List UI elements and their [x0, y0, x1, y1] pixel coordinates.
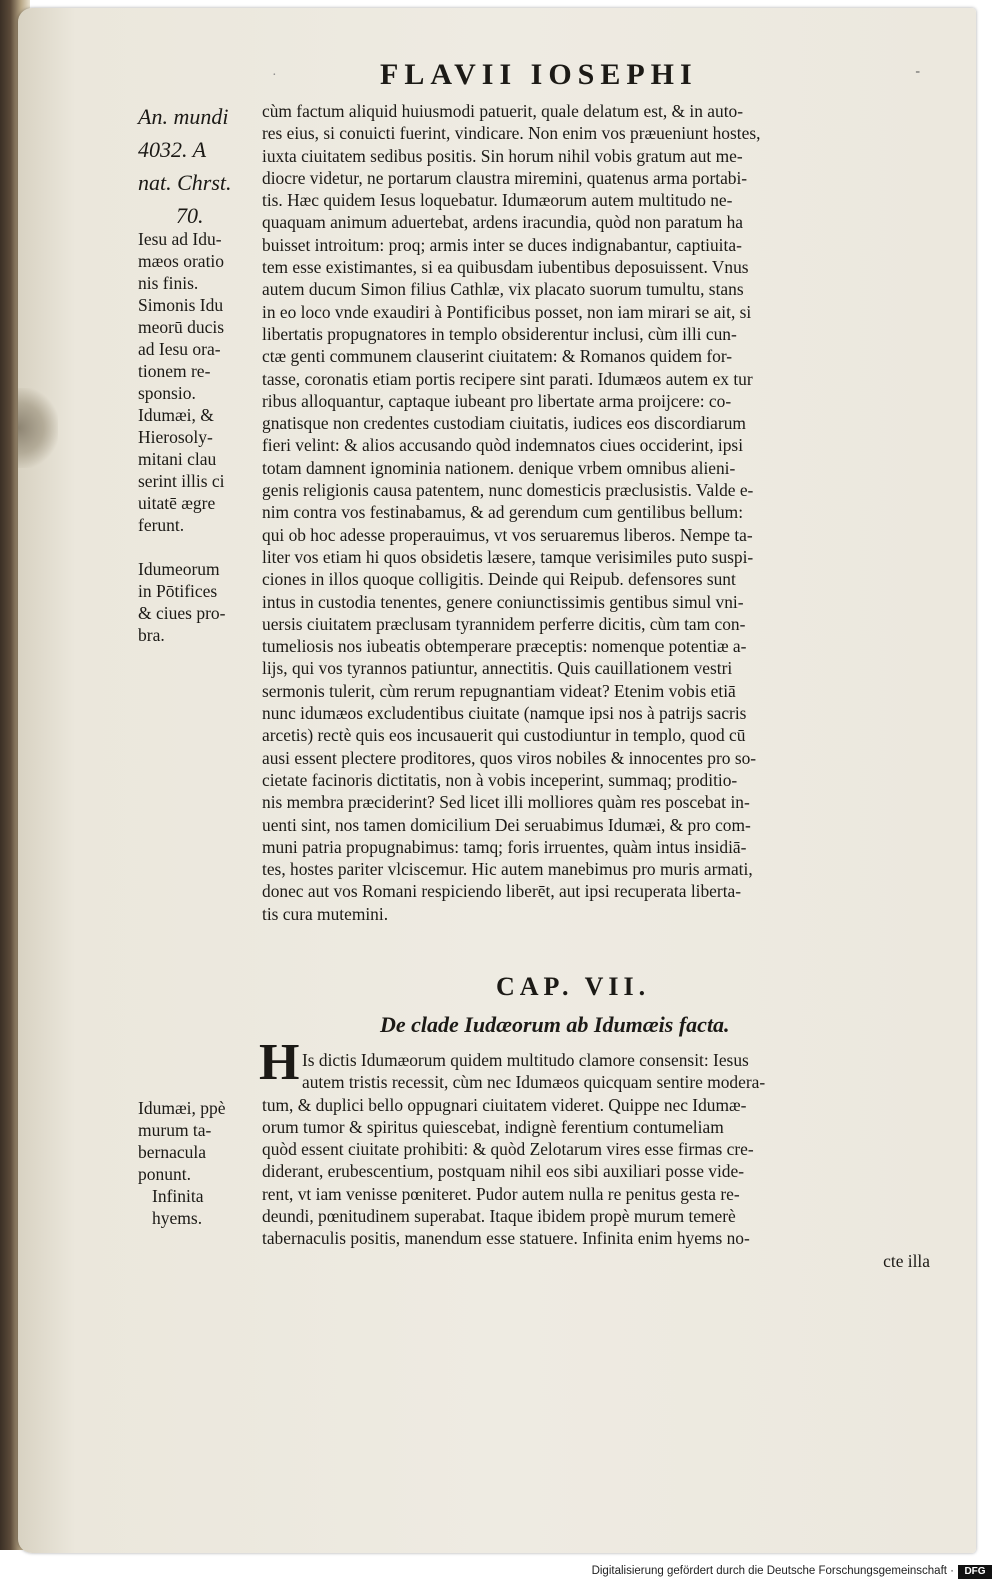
- text-line: uenti sint, nos tamen domicilium Dei seruabimus Idumæi, & pro com-: [262, 814, 751, 835]
- margin-line: ponunt.: [138, 1164, 191, 1184]
- text-line: uersis ciuitatem præclusam tyrannidem perferre dicitis, cùm tam con-: [262, 613, 746, 634]
- text-line: ausi essent plectere proditores, quos viros nobiles & innocentes pro so-: [262, 747, 757, 768]
- text-line: orum tumor & spiritus quiescebat, indignè ferentium contumeliam: [262, 1116, 724, 1137]
- text-line: tis. Hæc quidem Iesus loquebatur. Idumæorum autem multitudo ne-: [262, 190, 733, 211]
- text-line: totam damnent ignominia nationem. denique vrbem omnibus alieni-: [262, 457, 736, 478]
- text-line: muni patria propugnabimus: tamq; foris irruentes, quàm intus insidiā-: [262, 836, 747, 857]
- margin-line: Simonis Idu: [138, 295, 224, 315]
- page-header: [260, 58, 920, 98]
- margin-line: ferunt.: [138, 515, 185, 535]
- ornament-mark: ·: [272, 68, 277, 83]
- text-line: cietate facinoris dictitatis, non à vobis inceperint, summaq; proditio-: [262, 769, 738, 790]
- margin-line: hyems.: [152, 1208, 203, 1228]
- text-line: autem ducum Simon filius Cathlæ, vix placato suorum tumultu, stans: [262, 279, 744, 300]
- margin-line: uitatē ægre: [138, 493, 216, 513]
- margin-line: mæos oratio: [138, 251, 225, 271]
- margin-line: mitani clau: [138, 449, 217, 469]
- text-line: genis religionis causa patentem, nunc domesticis præclusistis. Valde e-: [262, 480, 754, 501]
- chapter-title: CAP. VII.: [496, 972, 651, 1001]
- text-line: donec aut vos Romani respiciendo liberēt, aut ipsi recuperata liberta-: [262, 881, 742, 902]
- text-line: ctæ genti communem clauserint ciuitatem: & Romanos quidem for-: [262, 346, 733, 367]
- margin-line: ad Iesu ora-: [138, 339, 221, 359]
- margin-line: murum ta-: [138, 1120, 212, 1140]
- text-line: nis membra præciderint? Sed licet illi molliores quàm res poscebat in-: [262, 792, 750, 813]
- text-line: nim contra vos festinabamus, & ad gerendum cum gentilibus bellum:: [262, 502, 744, 523]
- text-line: intus in custodia tenentes, genere coniunctissimis gentibus simul vni-: [262, 591, 744, 612]
- margin-line: Idumæi, ppè: [138, 1098, 226, 1118]
- margin-line: in Pōtifices: [138, 581, 218, 601]
- text-line: buisset introitum: proq; armis inter se duces indignabantur, captiuita-: [262, 234, 742, 255]
- text-line: rent, vt iam venisse pœniteret. Pudor autem nulla re penitus gesta re-: [262, 1183, 740, 1204]
- margin-line: nat. Chrst.: [138, 170, 232, 195]
- digitization-footer: [0, 1562, 1000, 1584]
- running-head: FLAVII IOSEPHI: [380, 58, 698, 91]
- margin-line: sponsio.: [138, 383, 196, 403]
- margin-line: 4032. A: [138, 137, 207, 162]
- text-line: sermonis tulerit, cùm rerum repugnantiam videat? Etenim vobis etiā: [262, 680, 736, 701]
- text-line: nunc idumæos excludentibus ciuitate (namque ipsi nos à patrijs sacris: [262, 703, 747, 724]
- text-line: tis cura mutemini.: [262, 903, 389, 924]
- text-line: fieri velint: & alios accusando quòd indemnatos ciues occiderint, ipsi: [262, 435, 744, 456]
- text-line: Is dictis Idumæorum quidem multitudo clamore consensit: Iesus: [302, 1050, 749, 1070]
- text-line: diocre videtur, ne portarum claustra miremini, quatenus arma portabi-: [262, 167, 748, 188]
- margin-line: Iesu ad Idu-: [138, 229, 222, 249]
- text-line: tumeliosis nos iubeatis obtemperare præceptis: nomenque potentiæ a-: [262, 636, 747, 657]
- text-line: tabernaculis positis, manendum esse statuere. Infinita enim hyems no-: [262, 1228, 750, 1249]
- margin-line: & ciues pro-: [138, 603, 226, 623]
- margin-notes-top: [138, 228, 263, 646]
- text-line: tum, & duplici bello oppugnari ciuitatem videret. Quippe nec Idumæ-: [262, 1094, 747, 1115]
- margin-line: Idumæi, &: [138, 405, 214, 425]
- text-line: gnatisque non credentes custodiam ciuitatis, iudices eos discordiarum: [262, 413, 746, 434]
- text-line: libertatis propugnatores in templo obsiderentur inclusi, cùm illi cun-: [262, 323, 737, 344]
- text-line: tes, hostes pariter vlciscemur. Hic autem manebimus pro muris armati,: [262, 859, 753, 880]
- margin-date-note: [138, 100, 263, 232]
- text-line: lijs, qui vos tyrannos patiuntur, annectitis. Quis cauillationem vestri: [262, 658, 733, 679]
- text-line: quaquam animum aduertebat, ardens iracundia, quòd non paratum ha: [262, 212, 743, 233]
- text-line: deundi, pœnitudinem superabat. Itaque ibidem propè murum temerè: [262, 1206, 736, 1227]
- text-line: tasse, coronatis etiam portis recipere sint parati. Idumæos autem ex tur: [262, 368, 753, 389]
- dfg-logo: DFG: [958, 1565, 992, 1579]
- margin-line: tionem re-: [138, 361, 211, 381]
- text-line: ciones in illos quoque colligitis. Deinde qui Reipub. defensores sunt: [262, 569, 736, 590]
- text-line: cùm factum aliquid huiusmodi patuerit, quale delatum est, & in auto-: [262, 101, 744, 121]
- text-line: in eo loco vnde exaudiri à Pontificibus posset, non iam mirari se ait, si: [262, 301, 752, 322]
- catchword: cte illa: [883, 1250, 930, 1271]
- margin-spacer: [138, 536, 263, 558]
- margin-line: 70.: [176, 203, 204, 228]
- ornament-mark: -: [915, 64, 920, 79]
- body-text: [262, 100, 930, 925]
- text-line: ribus alloquantur, captaque iubeant pro libertate arma proijcere: co-: [262, 390, 732, 411]
- chapter-body-text: [262, 1049, 930, 1272]
- margin-line: Idumeorum: [138, 559, 220, 579]
- margin-line: nis finis.: [138, 273, 199, 293]
- text-line: liter vos etiam hi quos obsidetis læsere, tamque verisimiles puto suspi-: [262, 546, 754, 567]
- text-line: iuxta ciuitatem sedibus positis. Sin horum nihil vobis gratum aut me-: [262, 145, 743, 166]
- margin-line: An. mundi: [138, 104, 229, 129]
- margin-line: bernacula: [138, 1142, 207, 1162]
- text-line: arcetis) rectè quis eos incusauerit qui custodiuntur in templo, quod cū: [262, 725, 746, 746]
- margin-notes-bottom: [138, 1097, 263, 1229]
- margin-line: Infinita: [152, 1186, 204, 1206]
- text-line: tem esse existimantes, si ea quibusdam iubentibus deposuissent. Vnus: [262, 257, 749, 278]
- margin-line: meorū ducis: [138, 317, 225, 337]
- margin-line: bra.: [138, 625, 165, 645]
- text-line: quòd essent ciuitate prohibiti: & quòd Zelotarum vires esse firmas cre-: [262, 1139, 754, 1160]
- margin-line: Hierosoly-: [138, 427, 213, 447]
- funding-notice: Digitalisierung gefördert durch die Deutsche Forschungsgemeinschaft ·: [591, 1565, 954, 1577]
- text-line: diderant, erubescentium, postquam nihil eos sibi auxiliari posse vide-: [262, 1161, 745, 1182]
- text-line: autem tristis recessit, cùm nec Idumæos quicquam sentire modera-: [302, 1072, 766, 1093]
- text-line: qui ob hoc adesse properauimus, vt vos seruaremus liberos. Nempe ta-: [262, 524, 753, 545]
- margin-line: serint illis ci: [138, 471, 225, 491]
- text-line: res eius, si conuicti fuerint, vindicare. Non enim vos præueniunt hostes,: [262, 123, 761, 144]
- clip-shadow: [18, 388, 58, 468]
- drop-cap: H: [259, 1034, 300, 1091]
- chapter-subtitle: De clade Iudæorum ab Idumæis facta.: [380, 1012, 730, 1037]
